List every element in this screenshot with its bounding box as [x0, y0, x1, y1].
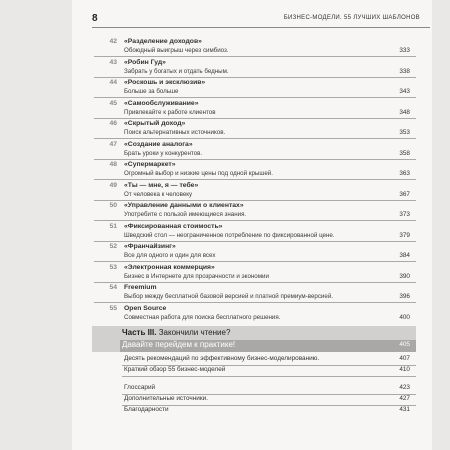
extra-entry	[92, 366, 416, 378]
entry-page: 400	[399, 313, 410, 321]
entry-divider	[94, 77, 416, 78]
part-page: 405	[399, 341, 410, 348]
extra-divider	[122, 376, 416, 377]
entry-number: 53	[109, 263, 117, 271]
part-label: Часть III.	[122, 328, 157, 337]
entry-title: «Самообслуживание»	[124, 99, 199, 107]
part-heading	[122, 328, 230, 337]
entry-page: 358	[399, 149, 410, 157]
extra-page: 427	[399, 395, 410, 402]
entry-page: 338	[399, 67, 410, 75]
entry-number: 43	[109, 58, 117, 66]
entry-divider	[94, 159, 416, 160]
entry-number: 49	[109, 181, 117, 189]
extra-title: Краткий обзор 55 бизнес-моделей	[124, 366, 226, 373]
extra-page: 407	[399, 355, 410, 362]
page-number: 8	[92, 13, 98, 24]
entry-page: 348	[399, 108, 410, 116]
entry-subtitle: Больше за больше	[124, 88, 179, 95]
entry-page: 363	[399, 170, 410, 177]
entry-subtitle: Бизнес в Интернете для прозрачности и экономии	[124, 272, 269, 280]
entry-number: 54	[109, 284, 117, 291]
entry-title: «Ты — мне, я — тебе»	[124, 181, 199, 189]
entry-page: 379	[399, 231, 410, 239]
entry-title: «Управление данными о клиентах»	[124, 202, 244, 209]
entry-title: «Супермаркет»	[124, 161, 176, 168]
entry-subtitle: Поиск альтернативных источников.	[124, 129, 226, 136]
entry-page: 396	[399, 293, 410, 300]
entry-number: 45	[109, 99, 117, 107]
extra-page: 431	[399, 406, 410, 413]
header-divider	[92, 27, 430, 28]
extra-entry	[92, 406, 416, 418]
entry-divider	[94, 241, 416, 242]
entry-number: 48	[109, 161, 117, 168]
entry-title: «Робин Гуд»	[124, 58, 166, 66]
entry-divider	[94, 97, 416, 98]
entry-divider	[94, 200, 416, 201]
entry-subtitle: Все для одного и один для всех	[124, 252, 216, 259]
running-header: БИЗНЕС-МОДЕЛИ. 55 ЛУЧШИХ ШАБЛОНОВ	[283, 15, 420, 21]
entry-divider	[94, 138, 416, 139]
entry-divider	[94, 302, 416, 303]
entry-number: 50	[109, 202, 117, 209]
entry-divider	[94, 179, 416, 180]
entry-subtitle: Выбор между бесплатной базовой версией и платной премиум-версией.	[124, 293, 333, 300]
extra-title: Дополнительные источники.	[124, 395, 208, 402]
entry-subtitle: Забрать у богатых и отдать бедным.	[124, 67, 229, 75]
entry-title: «Создание аналога»	[124, 140, 193, 148]
entry-subtitle: Огромный выбор и низкие цены под одной крышей.	[124, 170, 273, 177]
extra-page: 410	[399, 366, 410, 373]
entry-subtitle: Брать уроки у конкурентов.	[124, 149, 203, 157]
entry-divider	[94, 261, 416, 262]
entry-title: Open Source	[124, 304, 167, 312]
extra-title: Десять рекомендаций по эффективному бизнес-моделированию.	[124, 355, 320, 362]
entry-number: 52	[109, 243, 117, 250]
entry-divider	[94, 118, 416, 119]
entry-title: «Разделение доходов»	[124, 38, 202, 45]
entry-page: 373	[399, 211, 410, 218]
entry-title: «Электронная коммерция»	[124, 263, 215, 271]
entry-subtitle: Обоюдный выигрыш через симбиоз.	[124, 47, 229, 54]
entry-subtitle: От человека к человеку	[124, 190, 193, 198]
entry-divider	[94, 56, 416, 57]
entry-title: «Фиксированная стоимость»	[124, 222, 223, 230]
entry-title: «Роскошь и эксклюзив»	[124, 79, 206, 86]
entry-divider	[94, 220, 416, 221]
entry-page: 343	[399, 88, 410, 95]
entry-title: Freemium	[124, 284, 157, 291]
entry-divider	[94, 282, 416, 283]
entry-page: 384	[399, 252, 410, 259]
entry-subtitle: Шведский стол — неограниченное потребление по фиксированной цене.	[124, 231, 335, 239]
entry-subtitle: Употребите с пользой имеющиеся знания.	[124, 211, 247, 218]
entry-page: 367	[399, 190, 410, 198]
part-subheading: Давайте перейдем к практике!	[122, 340, 236, 349]
entry-page: 353	[399, 129, 410, 136]
entry-title: «Франчайзинг»	[124, 243, 176, 250]
entry-number: 51	[109, 222, 117, 230]
entry-number: 47	[109, 140, 117, 148]
entry-page: 333	[399, 47, 410, 54]
entry-number: 44	[109, 79, 117, 86]
entry-page: 390	[399, 272, 410, 280]
extra-page: 423	[399, 384, 410, 391]
extra-title: Глоссарий	[124, 384, 156, 391]
entry-subtitle: Совместная работа для поиска бесплатного решения.	[124, 313, 281, 321]
part-line1: Закончили чтение?	[158, 328, 231, 337]
part-banner	[92, 326, 416, 352]
entry-number: 55	[109, 304, 117, 312]
entry-number: 42	[109, 38, 117, 45]
entry-subtitle: Привлекайте к работе клиентов	[124, 108, 216, 116]
entry-title: «Скрытый доход»	[124, 120, 186, 127]
entry-number: 46	[109, 120, 117, 127]
extra-title: Благодарности	[124, 406, 169, 413]
